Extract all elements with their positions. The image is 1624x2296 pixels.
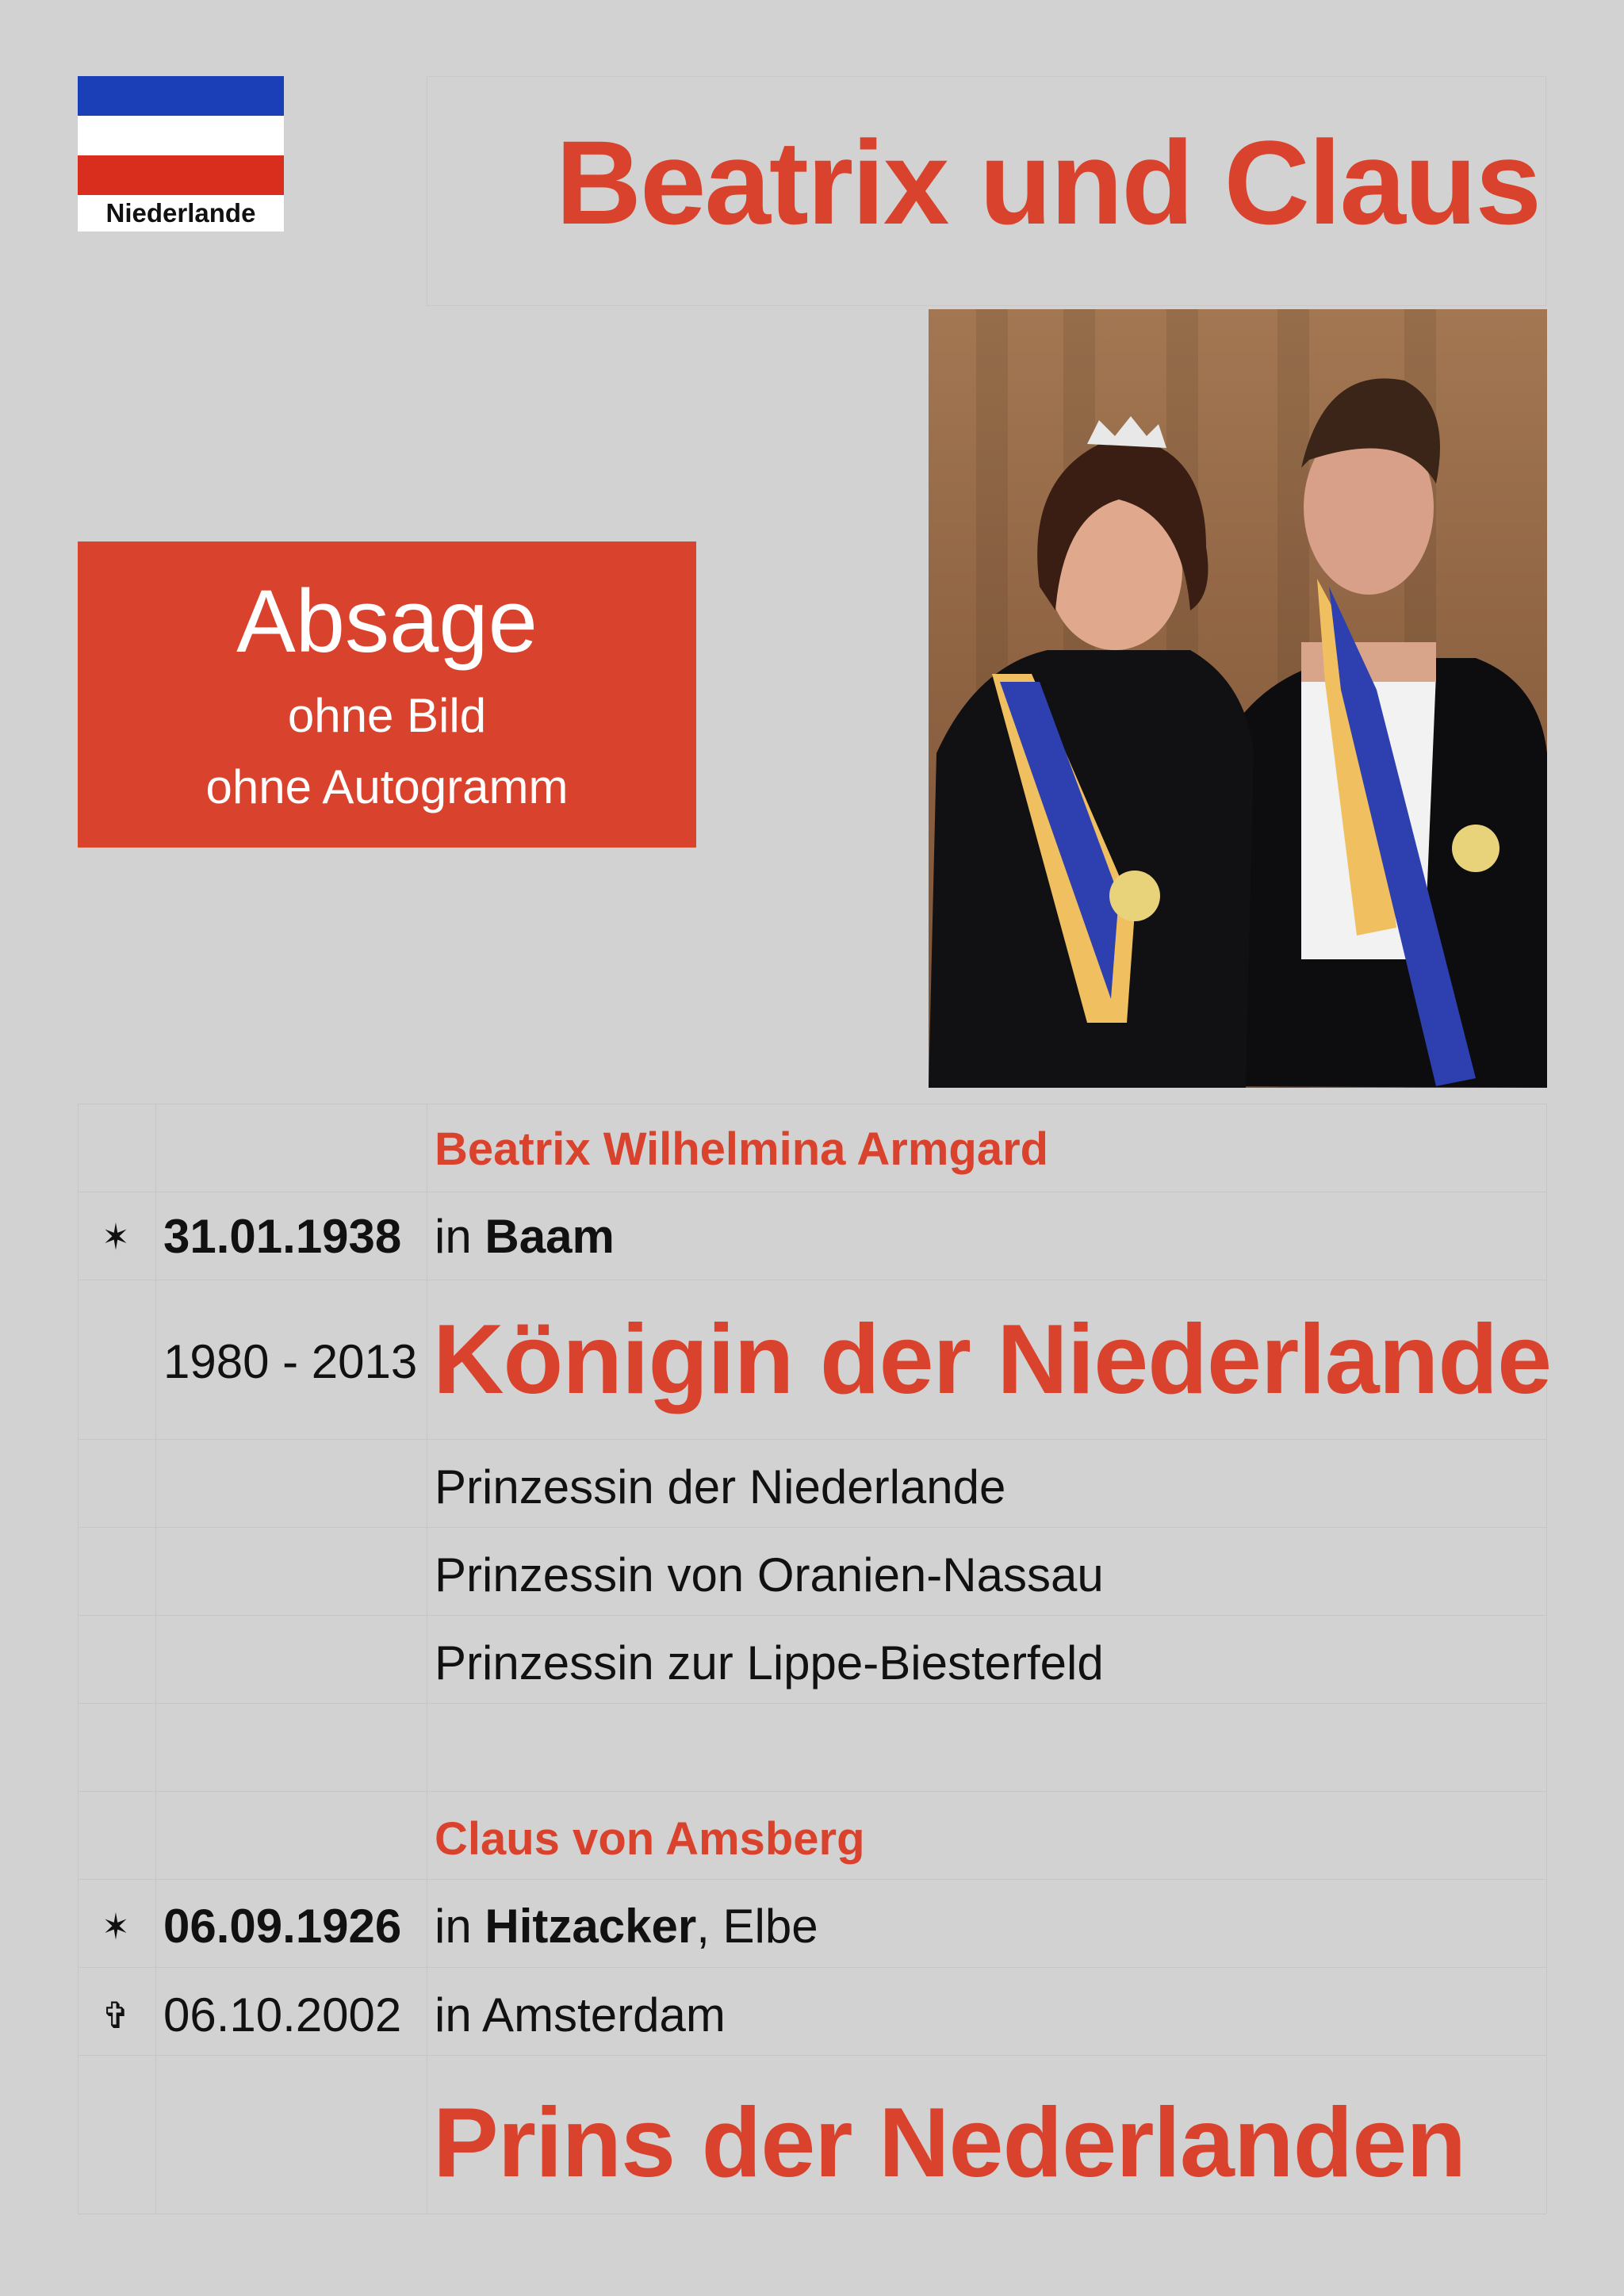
portrait-photo: [929, 309, 1547, 1088]
death-cross-icon: ✞: [102, 1995, 130, 2036]
absage-line-1: ohne Bild: [287, 689, 487, 742]
beatrix-title-1: Prinzessin der Niederlande: [435, 1460, 1006, 1513]
claus-main-title: Prins der Nederlanden: [433, 2088, 1466, 2198]
beatrix-title-2: Prinzessin von Oranien-Nassau: [435, 1548, 1104, 1601]
beatrix-birth-place-line: in Baam: [435, 1210, 615, 1263]
beatrix-name: Beatrix Wilhelmina Armgard: [435, 1123, 1049, 1175]
claus-birth-place-line: in Hitzacker, Elbe: [435, 1900, 818, 1953]
claus-death-place: in Amsterdam: [435, 1988, 726, 2042]
absage-heading: Absage: [236, 572, 538, 671]
beatrix-reign: 1980 - 2013: [163, 1335, 418, 1388]
beatrix-title-3: Prinzessin zur Lippe-Biesterfeld: [435, 1636, 1104, 1689]
absage-line-2: ohne Autogramm: [205, 760, 569, 813]
flag-stripe-red: [78, 155, 284, 195]
flag-stripe-blue: [78, 76, 284, 116]
birth-star-icon: ✶: [102, 1906, 130, 1947]
birth-star-icon: ✶: [102, 1216, 130, 1257]
flag-stripe-white: [78, 116, 284, 155]
beatrix-birth-date: 31.01.1938: [163, 1210, 402, 1263]
absage-box: [78, 541, 696, 848]
beatrix-main-title: Königin der Niederlande: [433, 1305, 1552, 1414]
beatrix-birth-place: Baam: [485, 1210, 615, 1263]
claus-death-date: 06.10.2002: [163, 1988, 402, 2042]
claus-birth-date: 06.09.1926: [163, 1900, 402, 1953]
claus-birth-place: Hitzacker: [485, 1900, 697, 1953]
claus-name: Claus von Amsberg: [435, 1813, 865, 1865]
page-title: Beatrix und Claus: [555, 116, 1540, 249]
netherlands-flag: [78, 76, 284, 232]
flag-label: Niederlande: [78, 195, 284, 232]
